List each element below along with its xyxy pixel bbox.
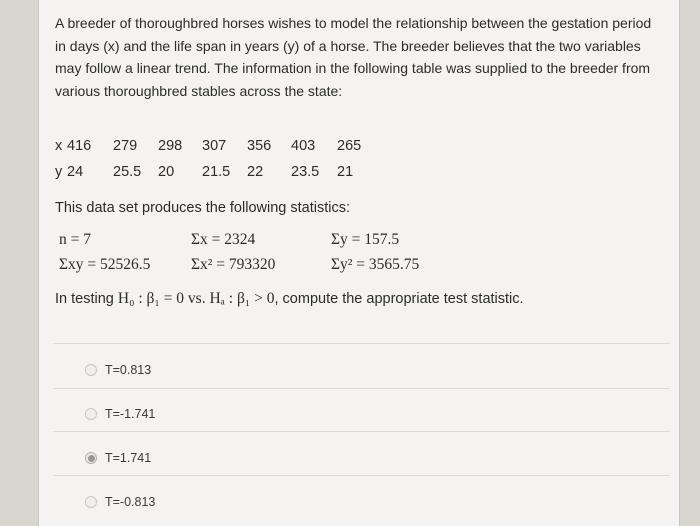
y-value-2: 25.5 xyxy=(113,164,142,180)
divider xyxy=(53,431,669,432)
y-value-3: 20 xyxy=(158,164,175,180)
y-value-1: 24 xyxy=(67,164,84,180)
option-t-0813[interactable] xyxy=(85,359,151,381)
divider xyxy=(53,343,669,344)
radio-button-icon[interactable] xyxy=(85,496,97,508)
question-text: A breeder of thoroughbred horses wishes to model the relationship between the gestation period in days (x) and the life span in years (y) of a horse. The breeder believes that the two variables may follow a linear trend. The information in the following table was supplied to the breeder from various thoroughbred stables across the state: xyxy=(55,15,652,99)
x-value-2: 279 xyxy=(113,138,138,154)
stats-intro: This data set produces the following statistics: xyxy=(55,200,350,216)
x-value-1: 416 xyxy=(67,138,92,154)
y-value-4: 21.5 xyxy=(202,164,231,180)
y-value-6: 23.5 xyxy=(291,164,320,180)
divider xyxy=(53,388,669,389)
option-label: T=1.741 xyxy=(105,451,152,465)
option-t-neg-0813[interactable] xyxy=(85,491,155,513)
prompt-end: , compute the appropriate test statistic. xyxy=(274,291,524,307)
option-label: T=0.813 xyxy=(105,363,152,377)
table-row-x xyxy=(55,138,435,158)
stat-sum-y2: Σy² = 3565.75 xyxy=(331,256,420,273)
stat-n: n = 7 xyxy=(59,231,91,248)
prompt-start: In testing xyxy=(55,291,118,307)
x-value-5: 356 xyxy=(247,138,272,154)
option-t-1741[interactable] xyxy=(85,447,151,469)
x-label: x xyxy=(55,138,63,154)
y-value-7: 21 xyxy=(337,164,354,180)
hypotheses-math: H₀ : β₁ = 0 vs. Hₐ : β₁ > 0 xyxy=(117,290,275,307)
radio-button-icon[interactable] xyxy=(85,408,97,420)
radio-button-icon[interactable] xyxy=(85,364,97,376)
stat-sum-xy: Σxy = 52526.5 xyxy=(59,256,151,273)
y-label: y xyxy=(55,164,63,180)
y-value-5: 22 xyxy=(247,164,264,180)
x-value-6: 403 xyxy=(291,138,316,154)
x-value-4: 307 xyxy=(202,138,227,154)
divider xyxy=(53,475,669,476)
x-value-7: 265 xyxy=(337,138,362,154)
stat-sum-x2: Σx² = 793320 xyxy=(191,256,276,273)
test-prompt xyxy=(55,290,524,308)
option-t-neg-1741[interactable] xyxy=(85,403,155,425)
option-label: T=-0.813 xyxy=(105,495,156,509)
x-value-3: 298 xyxy=(158,138,183,154)
option-label: T=-1.741 xyxy=(105,407,156,421)
stat-sum-y: Σy = 157.5 xyxy=(331,231,400,248)
question-card xyxy=(38,0,680,526)
table-row-y xyxy=(55,164,435,184)
stat-sum-x: Σx = 2324 xyxy=(191,231,256,248)
radio-button-selected-icon[interactable] xyxy=(85,452,97,464)
